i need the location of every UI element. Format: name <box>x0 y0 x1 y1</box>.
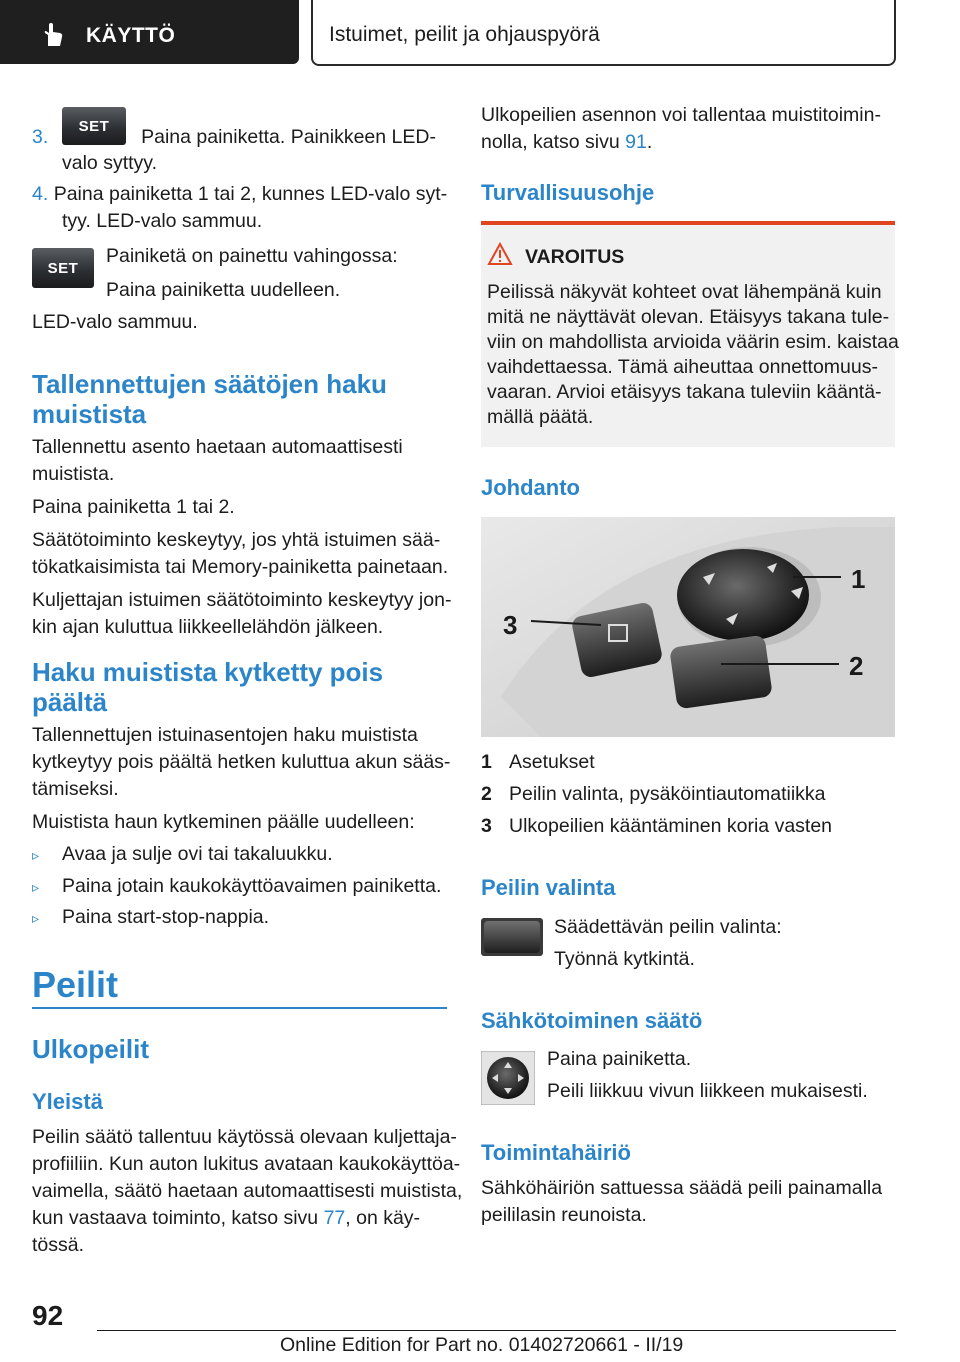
recall-p3-l2: tökatkaisimista tai Memory-painiketta painetaan. <box>32 556 449 578</box>
recall-off-p2: Muistista haun kytkeminen päälle uudelleen: <box>32 811 415 833</box>
figure-label-2: 2 <box>849 651 864 681</box>
list-item <box>32 903 39 932</box>
warning-l1: Peilissä näkyvät kohteet ovat lähempänä kuin <box>487 281 882 303</box>
electric-l2: Peili liikkuu vivun liikkeen mukaisesti. <box>547 1080 868 1102</box>
list-item <box>32 872 39 901</box>
select-l1: Säädettävän peilin valinta: <box>554 916 782 938</box>
general-l4-b: , on käy- <box>345 1207 421 1229</box>
note-line-1: Painiketä on painettu vahingossa: <box>106 245 398 267</box>
warning-l3: viin on mahdollista arvioida väärin esim. kaistaa <box>487 331 899 353</box>
recall-p4-l2: kin ajan kuluttua liikkeellelähdön jälkeen. <box>32 616 384 638</box>
step-4-line-1 <box>32 180 447 208</box>
chapter-tab <box>311 0 896 66</box>
bullet-3-text: Paina start-stop-nappia. <box>62 906 270 928</box>
warning-title: VAROITUS <box>525 246 625 268</box>
footer-rule <box>97 1330 896 1331</box>
figure-label-1: 1 <box>851 564 866 594</box>
warning-l2: mitä ne näyttävät olevan. Etäisyys takana tule- <box>487 306 890 328</box>
step-3-line-2: valo syttyy. <box>62 152 157 174</box>
section-tab <box>0 0 299 64</box>
list-item <box>32 840 39 869</box>
mirror-switch-figure <box>481 517 895 737</box>
select-heading: Peilin valinta <box>481 875 616 900</box>
triangle-bullet-icon: ▹ <box>32 879 40 895</box>
general-l3: vaimella, säätö haetaan automaattisesti muistista, <box>32 1180 463 1202</box>
bullet-2-text: Paina jotain kaukokäyttöavaimen painiketta. <box>62 875 442 897</box>
recall-p3-l1: Säätötoiminto keskeytyy, jos yhtä istuimen sää- <box>32 529 441 551</box>
general-heading: Yleistä <box>32 1089 103 1114</box>
section-title: KÄYTTÖ <box>86 24 176 47</box>
warning-l6: mällä päätä. <box>487 406 594 428</box>
legend-num-1: 1 <box>481 751 492 773</box>
set-button-icon-note: SET <box>32 248 94 288</box>
general-l4-a: kun vastaava toiminto, katso sivu <box>32 1207 324 1229</box>
general-l5: tössä. <box>32 1234 85 1256</box>
mirror-adjust-knob-icon <box>481 1051 535 1105</box>
selector-switch-icon <box>481 918 543 956</box>
figure-label-3: 3 <box>503 610 518 640</box>
warning-triangle-icon <box>487 242 513 266</box>
warning-l4: vaihdettaessa. Tämä aiheuttaa onnettomuus- <box>487 356 878 378</box>
recall-off-heading-1: Haku muistista kytketty pois <box>32 657 384 687</box>
chapter-title: Istuimet, peilit ja ohjauspyörä <box>329 23 600 46</box>
legend-num-2: 2 <box>481 783 492 805</box>
recall-off-p1-l3: tämiseksi. <box>32 778 119 800</box>
recall-off-heading-2: päältä <box>32 687 108 717</box>
electric-heading: Sähkötoiminen säätö <box>481 1008 703 1033</box>
recall-p2: Paina painiketta 1 tai 2. <box>32 496 235 518</box>
fault-l1: Sähköhäiriön sattuessa säädä peili painamalla <box>481 1177 883 1199</box>
recall-heading-2: muistista <box>32 399 147 429</box>
footer-edition: Online Edition for Part no. 01402720661 - II/19 <box>280 1334 684 1356</box>
fault-l2: peililasin reunoista. <box>481 1204 647 1226</box>
intro-l2-b: . <box>646 131 653 153</box>
recall-p4-l1: Kuljettajan istuimen säätötoiminto keskeytyy jon- <box>32 589 452 611</box>
heading-rule <box>32 1007 447 1009</box>
step-3-text: Paina painiketta. Painikkeen LED- <box>141 126 436 148</box>
page-link-91[interactable]: 91 <box>625 131 647 153</box>
intro-l1: Ulkopeilien asennon voi tallentaa muistitoimin- <box>481 104 881 126</box>
set-button-icon: SET <box>62 107 126 145</box>
mirrors-heading: Peilit <box>32 964 119 1005</box>
electric-l1: Paina painiketta. <box>547 1048 692 1070</box>
note-line-2: Paina painiketta uudelleen. <box>106 279 341 301</box>
general-l4 <box>32 1204 420 1232</box>
general-l1: Peilin säätö tallentuu käytössä olevaan kuljettaja- <box>32 1126 457 1148</box>
step-4-line-2: tyy. LED-valo sammuu. <box>62 210 263 232</box>
step-3-number: 3. <box>32 126 49 148</box>
hand-icon <box>40 22 66 48</box>
page-number: 92 <box>32 1300 64 1331</box>
general-l2: profiiliin. Kun auton lukitus avataan kaukokäyttöa- <box>32 1153 461 1175</box>
recall-p1-l1: Tallennettu asento haetaan automaattisesti <box>32 436 403 458</box>
triangle-bullet-icon: ▹ <box>32 910 40 926</box>
legend-text-2: Peilin valinta, pysäköintiautomatiikka <box>509 783 826 805</box>
intro-l2-a: nolla, katso sivu <box>481 131 626 153</box>
intro-l2 <box>481 128 652 156</box>
legend-text-1: Asetukset <box>509 751 595 773</box>
step-4-number: 4. <box>32 183 49 205</box>
fault-heading: Toimintahäiriö <box>481 1140 631 1165</box>
intro-heading: Johdanto <box>481 475 580 500</box>
recall-off-p1-l1: Tallennettujen istuinasentojen haku muistista <box>32 724 418 746</box>
step-4-text: Paina painiketta 1 tai 2, kunnes LED-valo syt- <box>53 183 448 205</box>
legend-num-3: 3 <box>481 815 492 837</box>
page-link-77[interactable]: 77 <box>323 1207 346 1229</box>
triangle-bullet-icon: ▹ <box>32 847 40 863</box>
safety-heading: Turvallisuusohje <box>481 180 655 205</box>
legend-text-3: Ulkopeilien kääntäminen koria vasten <box>509 815 833 837</box>
led-off-text: LED-valo sammuu. <box>32 311 198 333</box>
bullet-1-text: Avaa ja sulje ovi tai takaluukku. <box>62 843 333 865</box>
select-l2: Työnnä kytkintä. <box>554 948 695 970</box>
warning-l5: vaaran. Arvioi etäisyys takana tuleviin kääntä- <box>487 381 882 403</box>
recall-off-p1-l2: kytkeytyy pois päältä hetken kuluttua akun sääs- <box>32 751 451 773</box>
recall-heading-1: Tallennettujen säätöjen haku <box>32 369 387 399</box>
recall-p1-l2: muistista. <box>32 463 115 485</box>
outer-mirrors-heading: Ulkopeilit <box>32 1034 150 1064</box>
